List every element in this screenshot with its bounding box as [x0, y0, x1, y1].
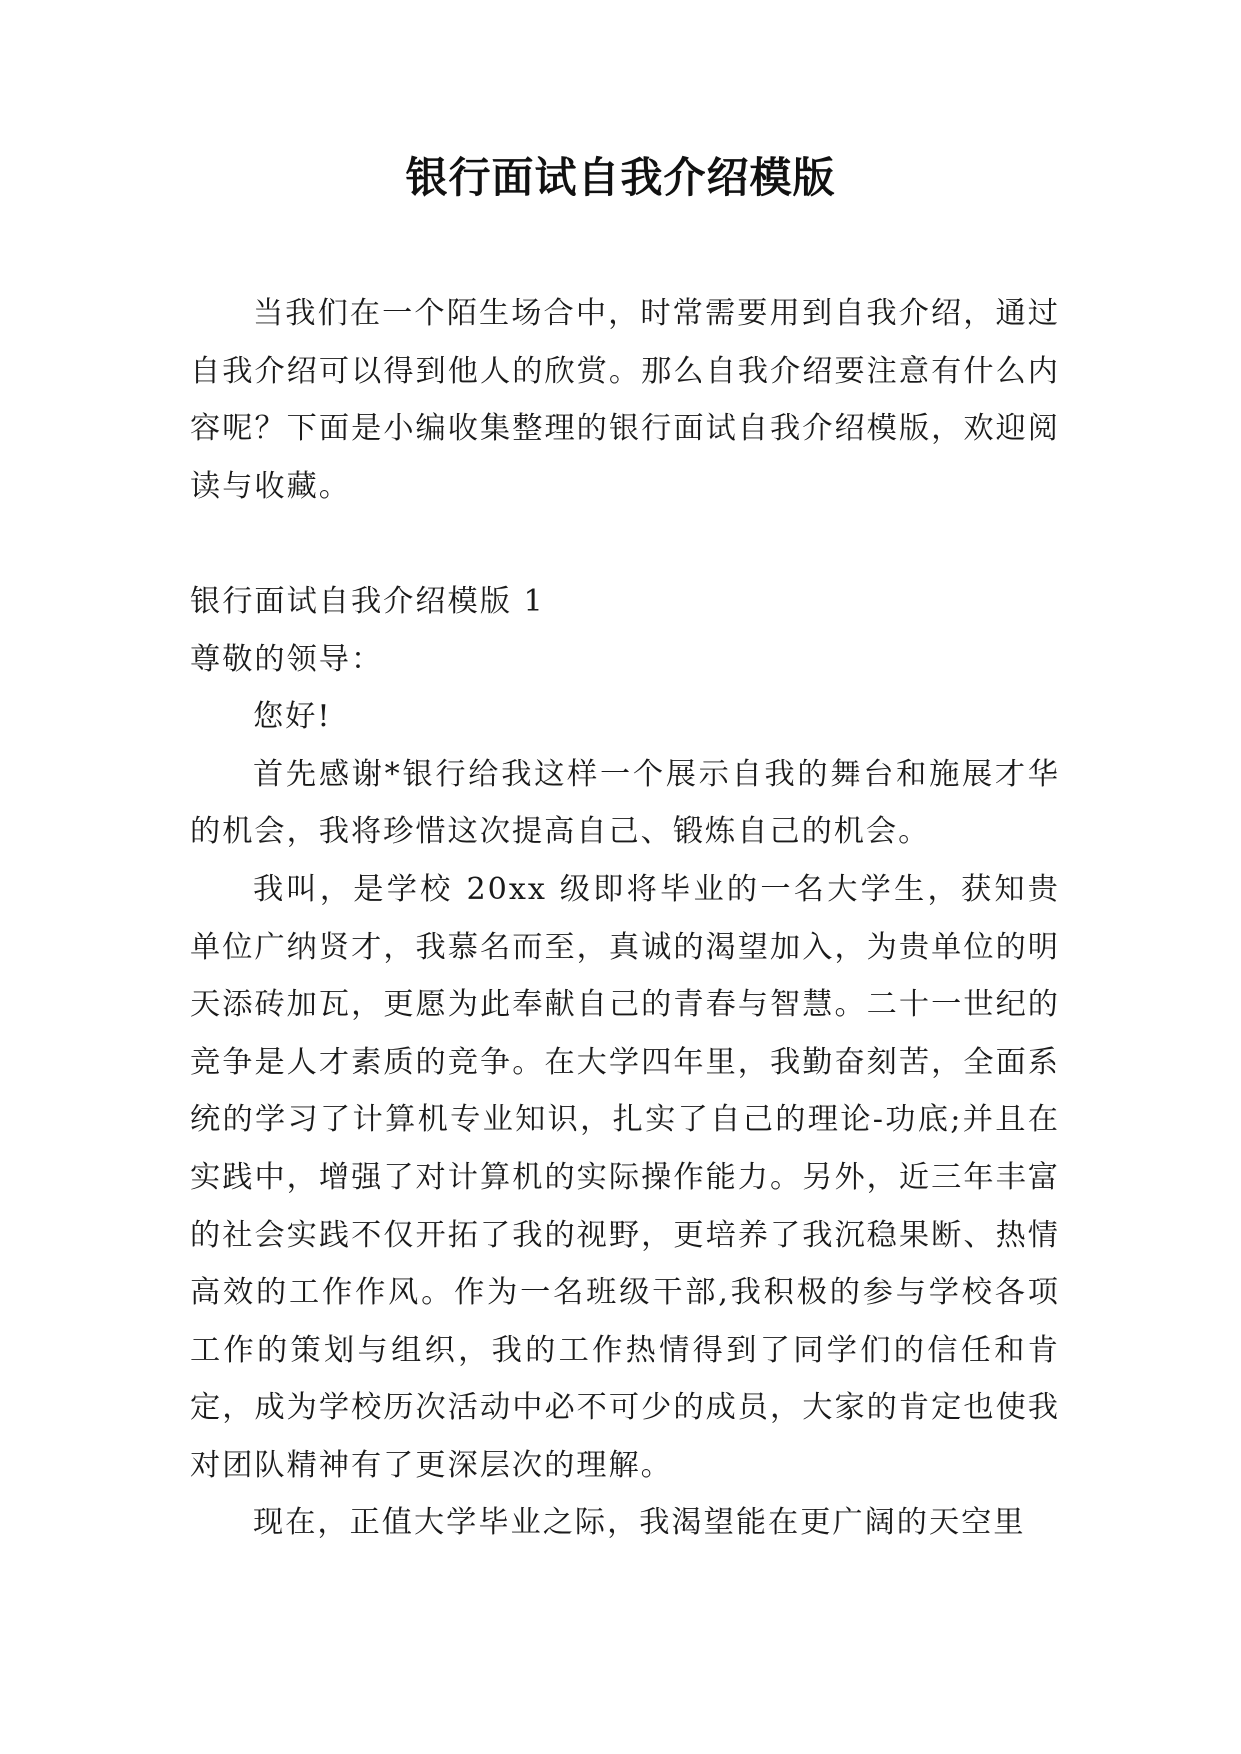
- paragraph-spacer: [190, 515, 1060, 573]
- document-body: [190, 285, 1060, 1552]
- body-paragraph-introduction: 我叫，是学校 20xx 级即将毕业的一名大学生，获知贵单位广纳贤才，我慕名而至，真诚的渴望加入，为贵单位的明天添砖加瓦，更愿为此奉献自己的青春与智慧。二十一世纪的竞争是人才素质的竞争。在大学四年里，我勤奋刻苦，全面系统的学习了计算机专业知识，扎实了自己的理论-功底;并且在实践中，增强了对计算机的实际操作能力。另外，近三年丰富的社会实践不仅开拓了我的视野，更培养了我沉稳果断、热情高效的工作作风。作为一名班级干部,我积极的参与学校各项工作的策划与组织，我的工作热情得到了同学们的信任和肯定，成为学校历次活动中必不可少的成员，大家的肯定也使我对团队精神有了更深层次的理解。: [190, 871, 1060, 1483]
- document-title: 银行面试自我介绍模版: [405, 153, 836, 202]
- salutation: 尊敬的领导：: [190, 641, 384, 677]
- greeting: 您好!: [253, 699, 332, 735]
- body-paragraph-thanks: 首先感谢*银行给我这样一个展示自我的舞台和施展才华的机会，我将珍惜这次提高自己、锻炼自己的机会。: [190, 756, 1060, 850]
- body-paragraph-closing: 现在，正值大学毕业之际，我渴望能在更广阔的天空里: [253, 1505, 1026, 1541]
- section-heading: 银行面试自我介绍模版 1: [190, 583, 545, 619]
- intro-paragraph: 当我们在一个陌生场合中，时常需要用到自我介绍，通过自我介绍可以得到他人的欣赏。那么自我介绍要注意有什么内容呢？下面是小编收集整理的银行面试自我介绍模版，欢迎阅读与收藏。: [190, 296, 1060, 504]
